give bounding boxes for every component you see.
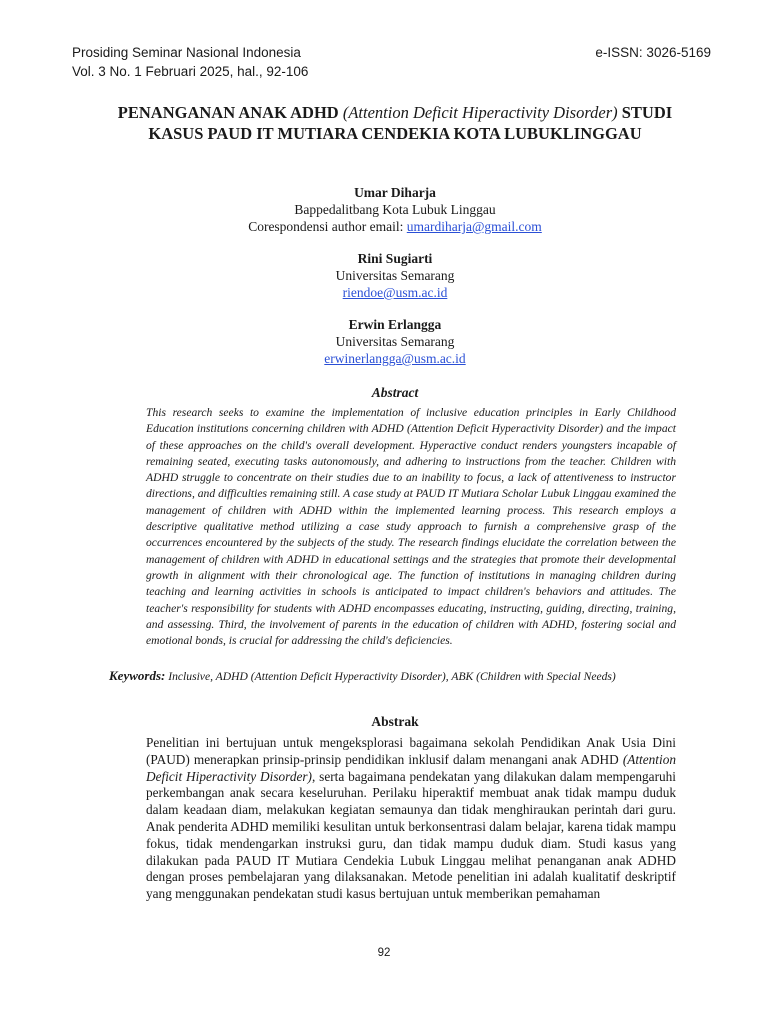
author-name: Erwin Erlangga <box>348 317 442 332</box>
author-entry <box>100 316 690 367</box>
abstract-heading: Abstract <box>371 385 419 400</box>
author-name: Rini Sugiarti <box>357 251 433 266</box>
author-affiliation: Bappedalitbang Kota Lubuk Linggau <box>294 202 496 217</box>
author-email-link[interactable]: riendoe@usm.ac.id <box>342 285 448 300</box>
author-email-line <box>100 218 690 235</box>
paper-title <box>100 102 690 144</box>
author-block <box>100 184 690 382</box>
abstrak-part-2: , serta bagaimana pendekatan yang dilakukan dalam mempengaruhi perkembangan anak secara keseluruhan. Perilaku hiperaktif membuat anak tidak mampu duduk dalam keadaan diam, melakukan kegiatan semaunya dan tidak menghiraukan perintah dari guru. Anak penderita ADHD memiliki kesulitan untuk berkonsentrasi dalam belajar, karena tidak mampu fokus, tidak mendengarkan instruksi guru, dan tidak mampu duduk diam. Studi kasus yang dilakukan pada PAUD IT Mutiara Cendekia Lubuk Linggau melihat penanganan anak ADHD dengan proses pembelajaran yang dilaksanakan. Metode penelitian ini adalah kualitatif deskriptif yang menggunakan pendekatan studi kasus bertujuan untuk memberikan pemahaman <box>146 768 676 902</box>
journal-name: Prosiding Seminar Nasional Indonesia <box>72 45 301 60</box>
abstrak-text <box>146 735 676 903</box>
author-entry <box>100 184 690 235</box>
page-number: 92 <box>377 947 391 959</box>
author-name: Umar Diharja <box>354 185 436 200</box>
abstrak-italic: (Attention Deficit Hiperactivity Disorder) <box>146 751 676 784</box>
title-part-1: PENANGANAN ANAK ADHD <box>117 103 343 122</box>
author-email-link[interactable]: umardiharja@gmail.com <box>406 219 542 234</box>
abstrak-part-1: Penelitian ini bertujuan untuk mengeksplorasi bagaimana sekolah Pendidikan Anak Usia Dini (PAUD) menerapkan prinsip-prinsip pendidikan inklusif dalam menangani anak ADHD <box>146 735 676 767</box>
journal-eissn: e-ISSN: 3026-5169 <box>595 45 711 60</box>
keywords <box>109 668 676 685</box>
running-header-left <box>72 43 308 81</box>
keywords-label: Keywords: <box>109 668 166 683</box>
title-italic: (Attention Deficit Hiperactivity Disorder) <box>342 103 618 122</box>
running-header-right <box>595 43 711 62</box>
abstract-text: This research seeks to examine the implementation of inclusive education principles in Early Childhood Education institutions concerning children with ADHD (Attention Deficit Hyperactivity Disorder) and the impact of these approaches on the child's overall development. Hyperactive conduct renders youngsters incapable of remaining seated, executing tasks autonomously, and adhering to instructions from the teacher. Children with ADHD struggle to concentrate on their studies due to an inability to focus, a lack of attentiveness to instructor directions, and difficulties remaining still. A case study at PAUD IT Mutiara Scholar Lubuk Linggau examined the management of children with ADHD within the implemented learning process. This research employs a descriptive qualitative method utilizing a case study approach to furnish a comprehensive grasp of the occurrences encountered by the subjects of the study. The research findings elucidate the correlation between the management of children with ADHD in educational settings and the strategies that promote their developmental growth in alignment with their chronological age. The function of institutions in managing children during teaching and learning activities in schools is anticipated to impact children's behaviors and attitudes. The teacher's responsibility for students with ADHD encompasses educating, instructing, guiding, directing, training, and assessing. Third, the involvement of parents in the education of children with ADHD, fostering social and emotional bonds, is crucial for addressing the child's deficiencies. <box>146 406 676 648</box>
email-prefix: Corespondensi author email: <box>248 219 407 234</box>
author-email-line <box>100 350 690 367</box>
author-email-link[interactable]: erwinerlangga@usm.ac.id <box>324 351 466 366</box>
author-affiliation: Universitas Semarang <box>335 268 455 283</box>
author-email-line <box>100 284 690 301</box>
title-part-2: STUDI KASUS PAUD IT MUTIARA CENDEKIA KOTA LUBUKLINGGAU <box>148 103 673 143</box>
abstrak-heading: Abstrak <box>371 714 419 729</box>
keywords-text: Inclusive, ADHD (Attention Deficit Hyperactivity Disorder), ABK (Children with Special Needs) <box>165 670 616 683</box>
author-affiliation: Universitas Semarang <box>335 334 455 349</box>
journal-volume: Vol. 3 No. 1 Februari 2025, hal., 92-106 <box>72 64 309 79</box>
author-entry <box>100 250 690 301</box>
